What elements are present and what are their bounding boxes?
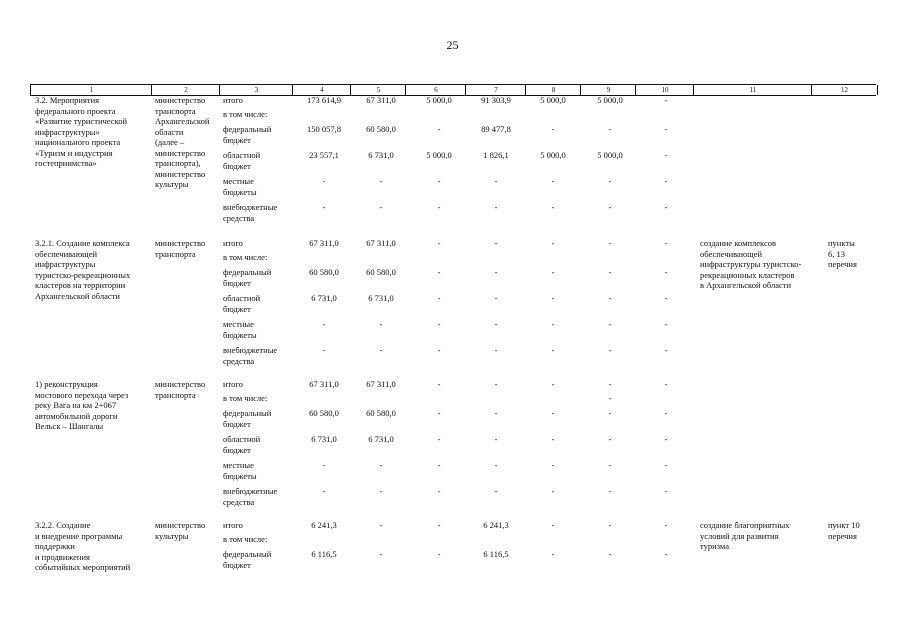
- funding-source-line: бюджет: [223, 160, 251, 171]
- measure-name-line: Архангельской области: [35, 290, 120, 301]
- result-line: туризма: [700, 541, 729, 551]
- funding-value: -: [494, 293, 498, 303]
- funding-value: -: [379, 486, 383, 496]
- funding-source-line: итого: [223, 520, 243, 530]
- funding-value: -: [551, 520, 555, 530]
- funding-value: 5 000,0: [540, 95, 566, 105]
- header-cell: 2: [151, 85, 220, 95]
- funding-value: 60 580,0: [309, 408, 339, 418]
- funding-source-line: федеральный: [223, 408, 272, 418]
- funding-value: -: [494, 319, 498, 329]
- measure-name-line: 3.2.1. Создание комплекса: [35, 238, 130, 248]
- funding-value: -: [551, 293, 555, 303]
- funding-value: 67 311,0: [366, 238, 396, 248]
- funding-source-line: бюджеты: [223, 186, 257, 197]
- funding-value: -: [379, 460, 383, 470]
- funding-value: -: [608, 434, 612, 444]
- funding-value: 89 477,8: [481, 124, 511, 134]
- funding-value: -: [608, 202, 612, 212]
- header-cell: 4: [292, 85, 351, 95]
- result-line: инфраструктуры туристско-: [700, 259, 802, 269]
- executor-line: министерство: [155, 147, 206, 158]
- funding-value: -: [608, 238, 612, 248]
- measure-name-line: туристско-рекреационных: [35, 269, 131, 280]
- funding-source-line: бюджет: [223, 277, 251, 288]
- measure-name-line: «Туризм и индустрия: [35, 147, 113, 158]
- funding-value: -: [551, 238, 555, 248]
- funding-value: -: [551, 345, 555, 355]
- funding-value: -: [379, 345, 383, 355]
- funding-value: -: [551, 549, 555, 559]
- executor-line: министерство: [155, 238, 206, 248]
- executor-line: транспорта),: [155, 158, 201, 168]
- funding-value: 6 241,3: [483, 520, 509, 530]
- funding-value: 6 116,5: [483, 549, 509, 559]
- funding-source-line: итого: [223, 379, 243, 389]
- funding-source-line: в том числе:: [223, 109, 268, 119]
- funding-value: -: [608, 549, 612, 559]
- header-cell: 9: [580, 85, 636, 95]
- header-cell: 1: [30, 85, 152, 95]
- funding-value: 173 614,9: [307, 95, 341, 105]
- funding-source-line: бюджет: [223, 303, 251, 314]
- funding-value: -: [608, 460, 612, 470]
- funding-value: -: [608, 293, 612, 303]
- executor-line: (далее –: [155, 137, 185, 147]
- funding-source-line: итого: [223, 95, 243, 105]
- executor-line: транспорта: [155, 248, 196, 259]
- reference-line: перечня: [828, 530, 857, 541]
- header-cell: 10: [635, 85, 694, 95]
- funding-value: -: [608, 520, 612, 530]
- result-line: обеспечивающей: [700, 248, 763, 259]
- funding-source-line: бюджет: [223, 134, 251, 145]
- funding-value: -: [437, 345, 441, 355]
- funding-value: -: [494, 176, 498, 186]
- funding-value: -: [551, 486, 555, 496]
- result-line: в Архангельской области: [700, 280, 792, 290]
- measure-name-line: реку Вага на км 2+067: [35, 400, 117, 410]
- funding-source-line: внебюджетные: [223, 345, 278, 355]
- executor-line: культуры: [155, 530, 189, 541]
- measure-name-line: гостеприимства»: [35, 158, 97, 168]
- funding-value: 150 057,8: [307, 124, 341, 134]
- funding-value: -: [437, 202, 441, 212]
- funding-source-line: местные: [223, 319, 254, 329]
- funding-value: -: [664, 293, 668, 303]
- funding-source-line: внебюджетные: [223, 202, 278, 212]
- funding-value: -: [551, 408, 555, 418]
- funding-value: 1 826,1: [483, 150, 509, 160]
- funding-value: -: [437, 520, 441, 530]
- funding-value: 6 241,3: [311, 520, 337, 530]
- funding-value: -: [664, 238, 668, 248]
- header-cell: 5: [350, 85, 406, 95]
- funding-value: 60 580,0: [366, 124, 396, 134]
- funding-value: 6 731,0: [311, 434, 337, 444]
- funding-source-line: областной: [223, 293, 261, 303]
- funding-value: -: [664, 267, 668, 277]
- funding-source-line: итого: [223, 238, 243, 248]
- executor-line: Архангельской: [155, 116, 210, 126]
- funding-value: -: [664, 124, 668, 134]
- funding-value: 60 580,0: [366, 267, 396, 277]
- funding-value: 67 311,0: [366, 95, 396, 105]
- measure-name-line: кластеров на территории: [35, 280, 126, 290]
- funding-source-line: федеральный: [223, 267, 272, 277]
- funding-value: -: [379, 549, 383, 559]
- funding-source-line: бюджет: [223, 559, 251, 570]
- funding-value: -: [551, 434, 555, 444]
- funding-value: -: [437, 379, 441, 389]
- result-line: создание благоприятных: [700, 520, 790, 530]
- funding-value: -: [608, 267, 612, 277]
- executor-line: министерство: [155, 95, 206, 105]
- executor-line: министерство: [155, 520, 206, 530]
- funding-value: -: [551, 176, 555, 186]
- funding-source-line: бюджет: [223, 444, 251, 455]
- funding-value: -: [494, 408, 498, 418]
- funding-source-line: в том числе:: [223, 534, 268, 544]
- funding-value: 23 557,1: [309, 150, 339, 160]
- funding-value: -: [664, 319, 668, 329]
- measure-name-line: инфраструктуры: [35, 259, 96, 269]
- funding-value: -: [494, 345, 498, 355]
- executor-line: транспорта: [155, 105, 196, 116]
- funding-value: -: [322, 176, 326, 186]
- funding-value: 5 000,0: [426, 150, 452, 160]
- funding-value: 5 000,0: [597, 95, 623, 105]
- funding-value: -: [494, 379, 498, 389]
- executor-line: культуры: [155, 179, 189, 189]
- measure-name-line: мостового перехода через: [35, 389, 129, 400]
- funding-value: -: [551, 319, 555, 329]
- reference-line: перечня: [828, 259, 857, 269]
- funding-value: -: [551, 460, 555, 470]
- funding-source-line: местные: [223, 460, 254, 470]
- reference-line: пункты: [828, 238, 855, 248]
- funding-value: -: [608, 379, 612, 389]
- funding-value: -: [608, 176, 612, 186]
- executor-line: транспорта: [155, 389, 196, 400]
- funding-value: -: [437, 460, 441, 470]
- funding-value: -: [664, 520, 668, 530]
- result-line: создание комплексов: [700, 238, 777, 248]
- measure-name-line: федерального проекта: [35, 105, 116, 116]
- funding-value: 91 303,9: [481, 95, 511, 105]
- measure-name-line: и внедрение программы: [35, 530, 123, 541]
- funding-value: -: [322, 345, 326, 355]
- funding-value: -: [437, 124, 441, 134]
- funding-value: -: [664, 408, 668, 418]
- funding-source-line: внебюджетные: [223, 486, 278, 496]
- funding-source-line: бюджет: [223, 418, 251, 429]
- funding-value: 6 731,0: [311, 293, 337, 303]
- funding-value: -: [437, 486, 441, 496]
- funding-value: -: [494, 202, 498, 212]
- funding-source-line: в том числе:: [223, 393, 268, 403]
- funding-source-line: средства: [223, 496, 255, 507]
- funding-value: -: [322, 202, 326, 212]
- funding-value: 67 311,0: [366, 379, 396, 389]
- funding-value: -: [437, 176, 441, 186]
- funding-value: -: [664, 379, 668, 389]
- header-cell: 8: [525, 85, 581, 95]
- funding-value: -: [437, 549, 441, 559]
- funding-value: -: [494, 486, 498, 496]
- measure-name-line: автомобильной дороги: [35, 410, 118, 421]
- funding-value: -: [379, 176, 383, 186]
- funding-value: -: [551, 379, 555, 389]
- funding-value: -: [664, 434, 668, 444]
- header-cell: 12: [811, 85, 878, 95]
- funding-value: -: [437, 408, 441, 418]
- funding-value: 5 000,0: [540, 150, 566, 160]
- funding-value: -: [437, 267, 441, 277]
- funding-value: -: [437, 434, 441, 444]
- funding-value: 67 311,0: [309, 238, 339, 248]
- executor-line: области: [155, 126, 184, 137]
- funding-value: 67 311,0: [309, 379, 339, 389]
- measure-name-line: «Развитие туристической: [35, 116, 128, 126]
- measure-name-line: 1) реконструкция: [35, 379, 98, 389]
- funding-value: 6 731,0: [368, 293, 394, 303]
- result-line: рекреационных кластеров: [700, 269, 795, 280]
- funding-value: -: [608, 408, 612, 418]
- funding-value: -: [664, 150, 668, 160]
- executor-line: министерство: [155, 379, 206, 389]
- funding-value: -: [608, 393, 612, 403]
- header-cell: 7: [465, 85, 526, 95]
- funding-value: -: [664, 460, 668, 470]
- funding-value: -: [608, 486, 612, 496]
- measure-name-line: и продвижения: [35, 551, 90, 562]
- funding-value: -: [437, 319, 441, 329]
- funding-value: 6 116,5: [311, 549, 337, 559]
- funding-value: -: [494, 238, 498, 248]
- funding-value: 60 580,0: [366, 408, 396, 418]
- funding-value: -: [664, 202, 668, 212]
- measure-name-line: поддержки: [35, 541, 75, 551]
- reference-line: пункт 10: [828, 520, 860, 530]
- funding-source-line: средства: [223, 355, 255, 366]
- funding-source-line: областной: [223, 434, 261, 444]
- funding-value: -: [551, 267, 555, 277]
- funding-value: -: [608, 124, 612, 134]
- funding-value: -: [494, 460, 498, 470]
- measure-name-line: событийных мероприятий: [35, 562, 131, 572]
- funding-value: -: [437, 293, 441, 303]
- page-number: 25: [446, 38, 459, 52]
- funding-value: -: [664, 486, 668, 496]
- reference-line: 6, 13: [828, 248, 845, 259]
- funding-value: 60 580,0: [309, 267, 339, 277]
- funding-value: 6 731,0: [368, 150, 394, 160]
- funding-source-line: бюджеты: [223, 470, 257, 481]
- header-cell: 11: [693, 85, 812, 95]
- funding-value: -: [551, 124, 555, 134]
- measure-name-line: обеспечивающей: [35, 248, 98, 259]
- funding-value: -: [664, 95, 668, 105]
- funding-value: -: [379, 202, 383, 212]
- measure-name-line: Вельск – Шангалы: [35, 421, 104, 431]
- funding-value: 6 731,0: [368, 434, 394, 444]
- funding-value: -: [379, 319, 383, 329]
- funding-value: 5 000,0: [597, 150, 623, 160]
- funding-source-line: в том числе:: [223, 252, 268, 262]
- funding-value: -: [664, 549, 668, 559]
- funding-source-line: средства: [223, 212, 255, 223]
- header-cell: 3: [219, 85, 293, 95]
- funding-value: -: [437, 238, 441, 248]
- funding-value: -: [322, 486, 326, 496]
- executor-line: министерство: [155, 168, 206, 179]
- funding-source-line: областной: [223, 150, 261, 160]
- measure-name-line: инфраструктуры»: [35, 126, 100, 137]
- funding-value: 5 000,0: [426, 95, 452, 105]
- funding-value: -: [322, 460, 326, 470]
- result-line: условий для развития: [700, 530, 779, 541]
- funding-value: -: [494, 267, 498, 277]
- funding-value: -: [551, 202, 555, 212]
- funding-value: -: [608, 345, 612, 355]
- funding-value: -: [322, 319, 326, 329]
- funding-value: -: [664, 176, 668, 186]
- funding-value: -: [379, 520, 383, 530]
- funding-source-line: местные: [223, 176, 254, 186]
- funding-source-line: федеральный: [223, 549, 272, 559]
- measure-name-line: 3.2.2. Создание: [35, 520, 91, 530]
- funding-source-line: федеральный: [223, 124, 272, 134]
- funding-source-line: бюджеты: [223, 329, 257, 340]
- funding-value: -: [494, 434, 498, 444]
- measure-name-line: национального проекта: [35, 137, 121, 147]
- header-cell: 6: [405, 85, 466, 95]
- funding-value: -: [608, 319, 612, 329]
- measure-name-line: 3.2. Мероприятия: [35, 95, 100, 105]
- funding-value: -: [664, 345, 668, 355]
